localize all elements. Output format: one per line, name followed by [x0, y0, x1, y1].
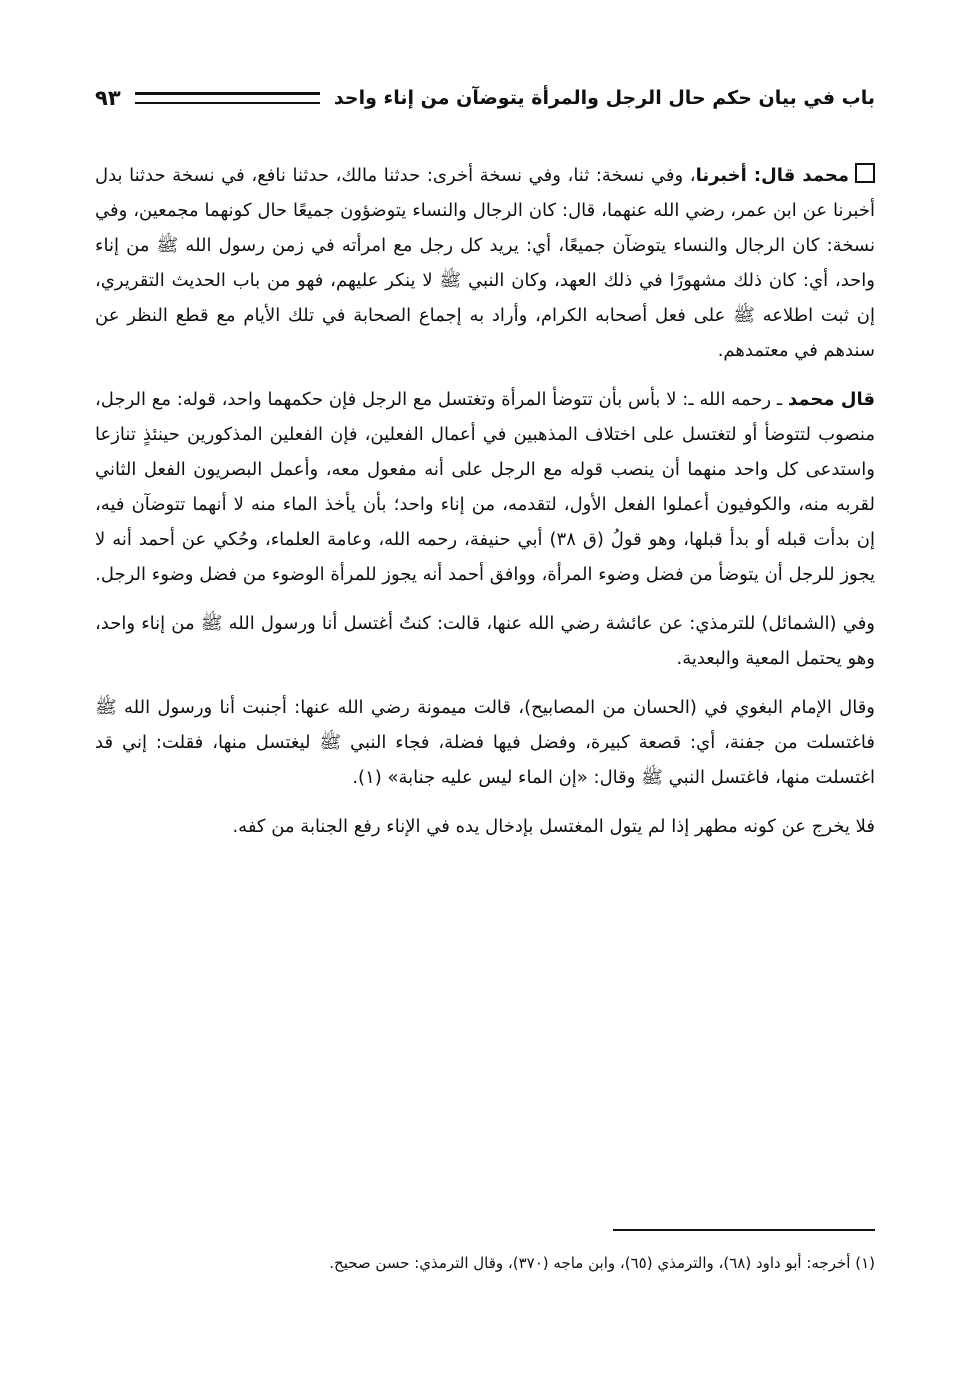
paragraph-2 — [95, 382, 875, 592]
paragraph-2-lead: قال محمد — [787, 389, 875, 410]
paragraph-1 — [95, 158, 875, 368]
paragraph-1-lead: محمد قال: أخبرنا — [695, 165, 849, 186]
paragraph-3: وفي (الشمائل) للترمذي: عن عائشة رضي الله عنها، قالت: كنتُ أغتسل أنا ورسول الله ﷺ من إناء واحد، وهو يحتمل المعية والبعدية. — [95, 613, 875, 669]
paragraph-1-text: ، وفي نسخة: ثنا، وفي نسخة أخرى: حدثنا مالك، حدثنا نافع، في نسخة حدثنا بدل أخبرنا عن ابن عمر، رضي الله عنهما، قال: كان الرجال والنساء يتوضؤون جميعًا حال كونهما مجمعين، وفي نسخة: كان الرجال والنساء يتوضآن جميعًا، أي: يريد كل رجل مع امرأته في زمن رسول الله ﷺ من إناء واحد، أي: كان ذلك مشهورًا في ذلك العهد، وكان النبي ﷺ لا ينكر عليهم، فهو من باب الحديث التقريري، إن ثبت اطلاعه ﷺ على فعل أصحابه الكرام، وأراد به إجماع الصحابة في تلك الأيام مع قطع النظر عن سندهم في معتمدهم. — [95, 165, 875, 361]
footnote-divider — [613, 1229, 875, 1231]
page-number: ٩٣ — [95, 86, 121, 110]
chapter-title: باب في بيان حكم حال الرجل والمرأة يتوضآن من إناء واحد — [333, 87, 875, 109]
paragraph-2-text: ـ رحمه الله ـ: لا بأس بأن تتوضأ المرأة وتغتسل مع الرجل فإن حكمهما واحد، قوله: مع الرجل، منصوب لتتوضأ أو لتغتسل على اختلاف المذهبين في أعمال الفعلين، فإن الفعلين المذكورين حينئذٍ تنازعا واستدعى كل واحد منهما أن ينصب قوله مع الرجل على أنه مفعول معه، وأعمل البصريون الفعل الثاني لقربه منه، والكوفيون أعملوا الفعل الأول، لتقدمه، من إناء واحد؛ بأن يأخذ الماء منه لا أنهما تتوضآن فيه، إن بدأت قبله أو بدأ قبلها، وهو قولُ (ق ٣٨) أبي حنيفة، رحمه الله، وعامة العلماء، وحُكي عن أحمد أنه لا يجوز للرجل أن يتوضأ من فضل وضوء المرأة، ووافق أحمد أنه يجوز للمرأة الوضوء من فضل وضوء الرجل. — [95, 389, 875, 585]
square-marker-icon — [855, 163, 875, 183]
running-header — [95, 78, 875, 118]
main-text — [95, 158, 875, 858]
book-page — [95, 0, 875, 1383]
paragraph-5: فلا يخرج عن كونه مطهر إذا لم يتول المغتسل بإدخال يده في الإناء رفع الجنابة من كفه. — [232, 816, 875, 837]
header-rule — [135, 92, 320, 104]
paragraph-4: وقال الإمام البغوي في (الحسان من المصابيح)، قالت ميمونة رضي الله عنها: أجنبت أنا ورسول الله ﷺ فاغتسلت من جفنة، أي: قصعة كبيرة، وفضل فيها فضلة، فجاء النبي ﷺ ليغتسل منها، فقلت: إني قد اغتسلت منها، فاغتسل النبي ﷺ وقال: «إن الماء ليس عليه جنابة» (١). — [95, 697, 875, 788]
footnote: (١) أخرجه: أبو داود (٦٨)، والترمذي (٦٥)، وابن ماجه (٣٧٠)، وقال الترمذي: حسن صحيح. — [329, 1254, 875, 1272]
